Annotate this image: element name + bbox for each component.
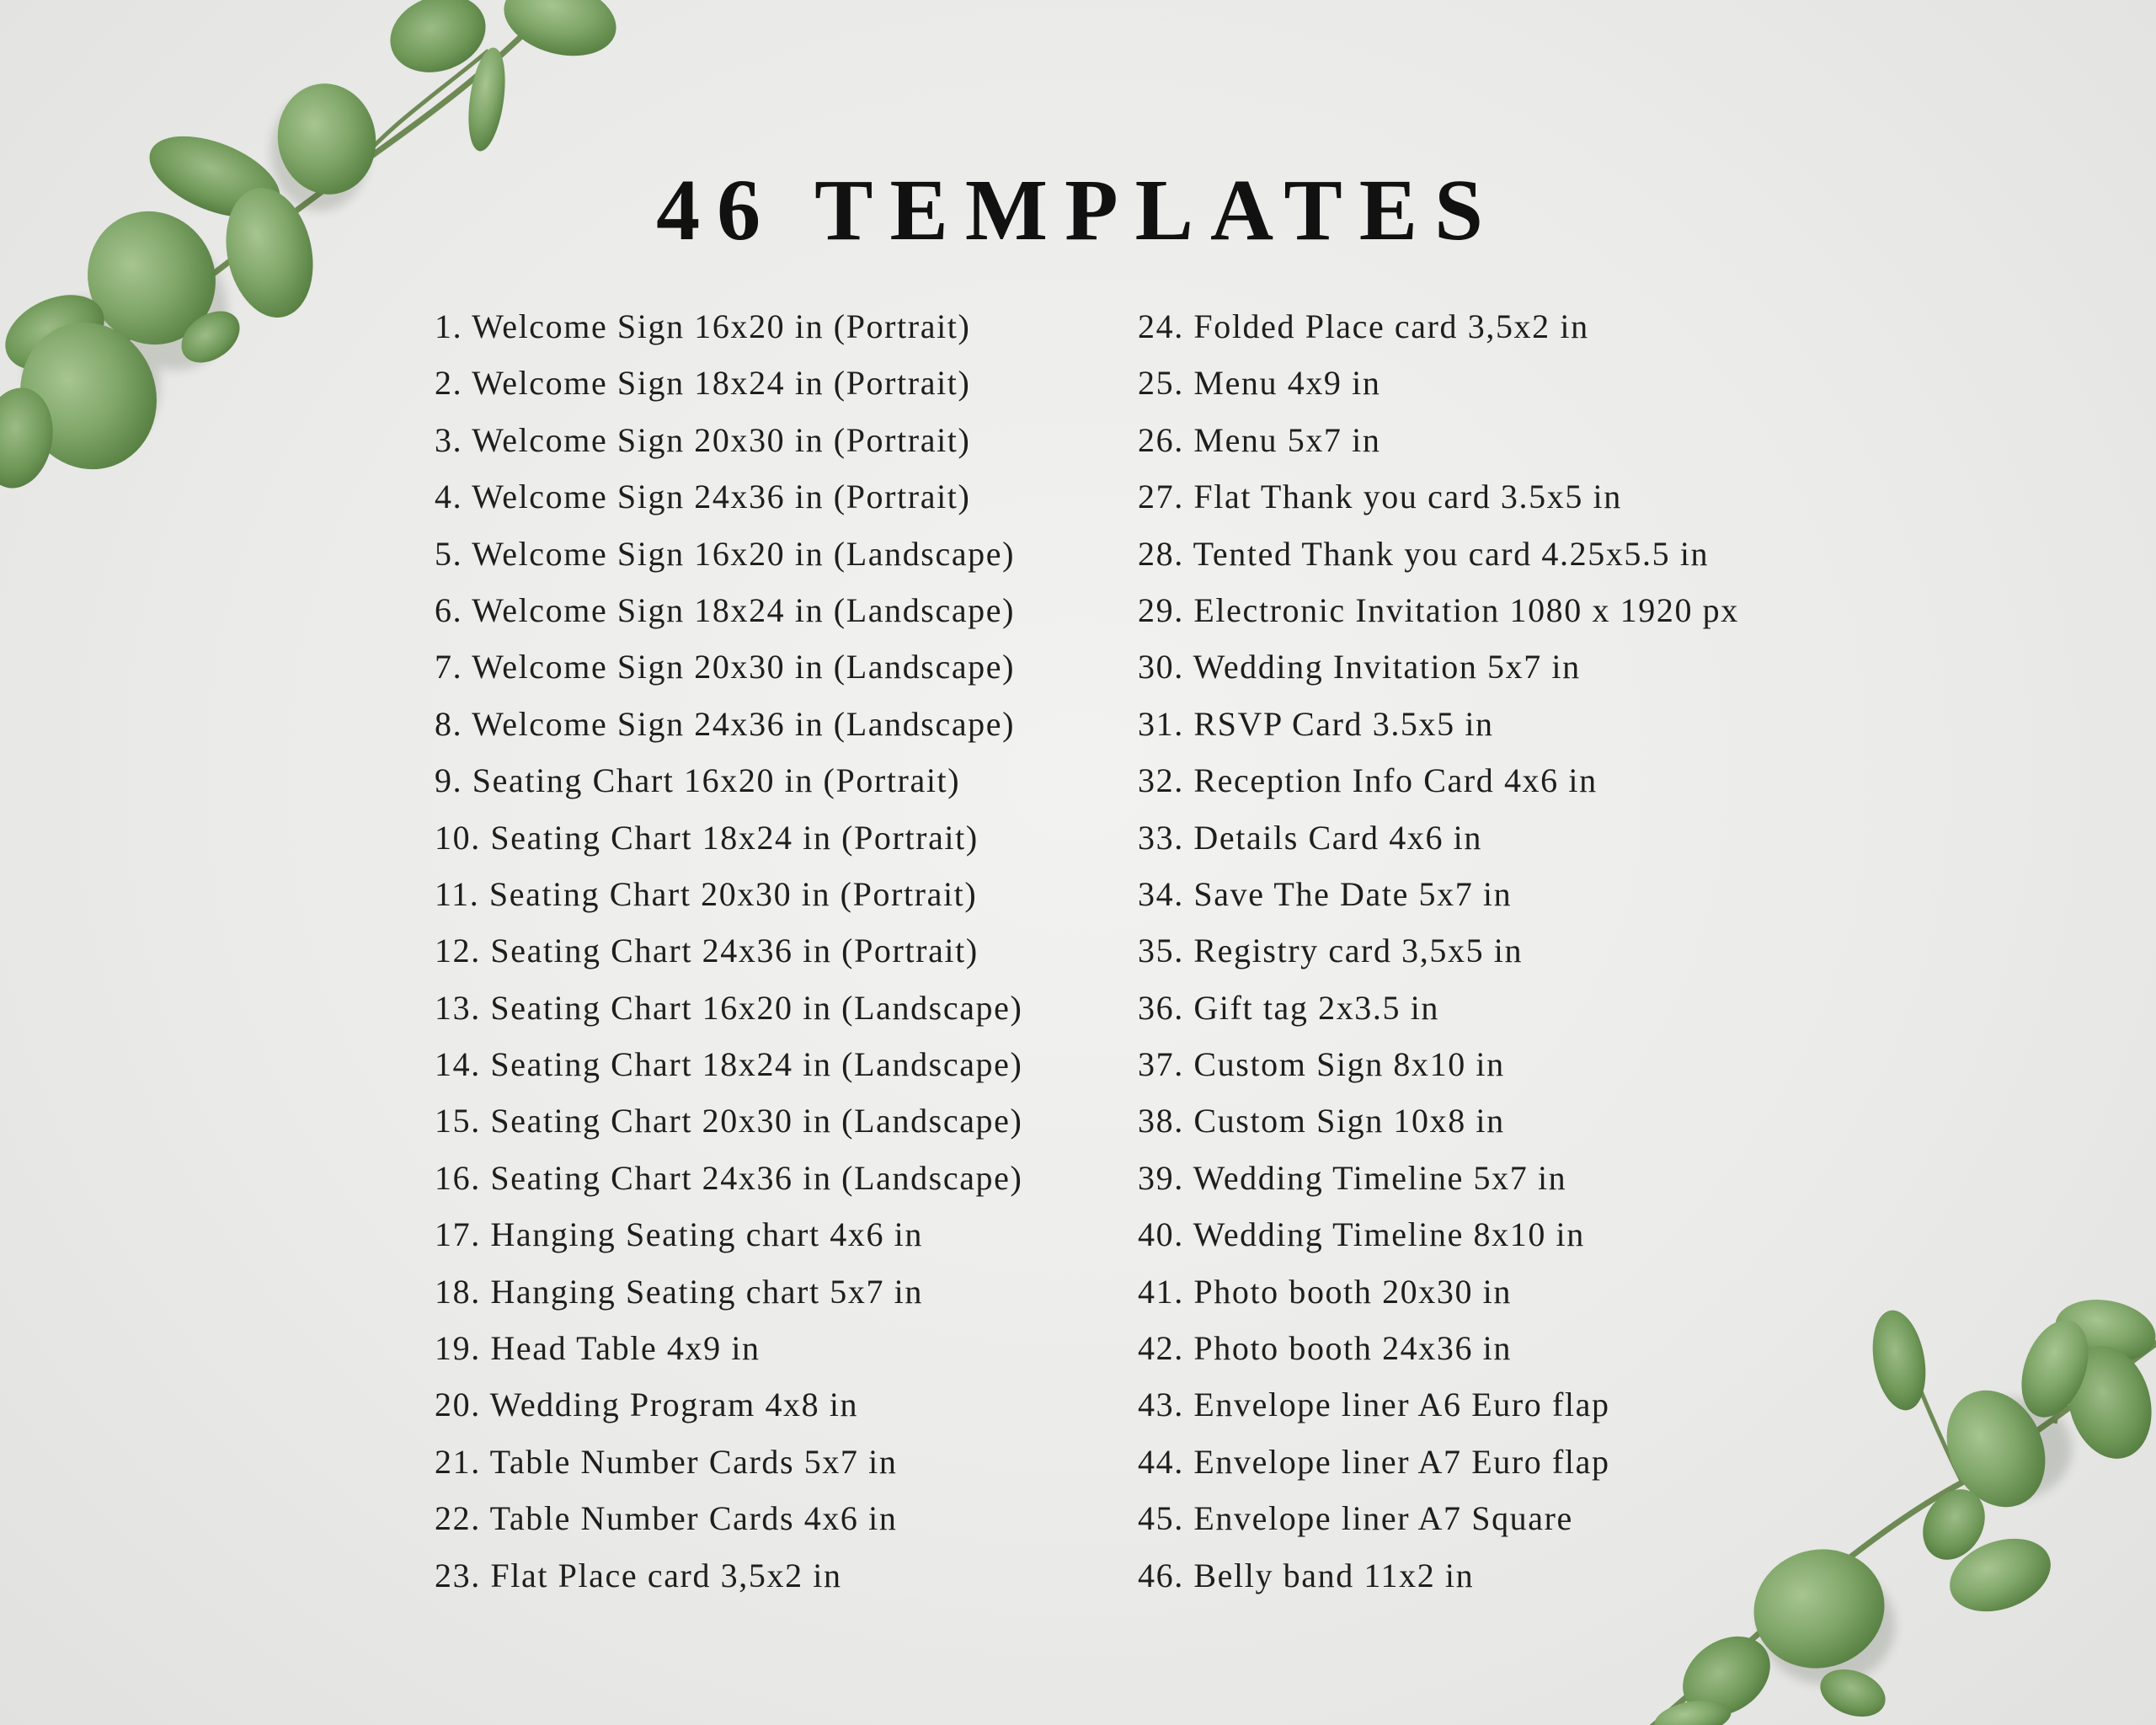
template-list-item: 1. Welcome Sign 16x20 in (Portrait): [435, 307, 971, 345]
template-list-item: 5. Welcome Sign 16x20 in (Landscape): [435, 534, 1016, 573]
template-list-item: 9. Seating Chart 16x20 in (Portrait): [435, 761, 961, 800]
template-list-item: 44. Envelope liner A7 Euro flap: [1138, 1442, 1610, 1481]
template-list-item: 30. Wedding Invitation 5x7 in: [1138, 648, 1581, 686]
templates-list-left: [435, 300, 1108, 1605]
template-list-item: 37. Custom Sign 8x10 in: [1138, 1045, 1505, 1084]
template-list-item: 35. Registry card 3,5x5 in: [1138, 932, 1524, 970]
template-list-item: 33. Details Card 4x6 in: [1138, 818, 1482, 857]
template-list-item: 19. Head Table 4x9 in: [435, 1329, 760, 1368]
template-list-item: 2. Welcome Sign 18x24 in (Portrait): [435, 364, 971, 403]
template-list-item: 32. Reception Info Card 4x6 in: [1138, 761, 1598, 800]
template-list-item: 21. Table Number Cards 5x7 in: [435, 1442, 898, 1481]
template-list-item: 16. Seating Chart 24x36 in (Landscape): [435, 1158, 1023, 1197]
template-list-item: 10. Seating Chart 18x24 in (Portrait): [435, 818, 979, 857]
template-list-item: 28. Tented Thank you card 4.25x5.5 in: [1138, 534, 1710, 573]
template-list-item: 3. Welcome Sign 20x30 in (Portrait): [435, 420, 971, 459]
template-list-item: 25. Menu 4x9 in: [1138, 364, 1381, 403]
template-list-item: 12. Seating Chart 24x36 in (Portrait): [435, 932, 979, 970]
template-list-item: 4. Welcome Sign 24x36 in (Portrait): [435, 478, 971, 516]
template-list-item: 22. Table Number Cards 4x6 in: [435, 1499, 898, 1538]
template-list-item: 7. Welcome Sign 20x30 in (Landscape): [435, 648, 1016, 686]
template-list-item: 14. Seating Chart 18x24 in (Landscape): [435, 1045, 1023, 1084]
template-list-item: 20. Wedding Program 4x8 in: [435, 1386, 859, 1424]
template-list-item: 34. Save The Date 5x7 in: [1138, 874, 1513, 913]
template-list-item: 17. Hanging Seating chart 4x6 in: [435, 1215, 923, 1254]
template-list-item: 15. Seating Chart 20x30 in (Landscape): [435, 1102, 1023, 1140]
templates-list-right: [1138, 300, 1778, 1605]
template-list-item: 29. Electronic Invitation 1080 x 1920 px: [1138, 590, 1739, 629]
template-list-item: 31. RSVP Card 3.5x5 in: [1138, 704, 1494, 743]
template-list-item: 18. Hanging Seating chart 5x7 in: [435, 1272, 923, 1311]
page-title: 46 TEMPLATES: [656, 162, 1500, 259]
template-list-item: 24. Folded Place card 3,5x2 in: [1138, 307, 1589, 345]
template-list-item: 11. Seating Chart 20x30 in (Portrait): [435, 874, 978, 913]
template-list-item: 41. Photo booth 20x30 in: [1138, 1272, 1512, 1311]
template-list-item: 39. Wedding Timeline 5x7 in: [1138, 1158, 1567, 1197]
template-list-item: 36. Gift tag 2x3.5 in: [1138, 988, 1440, 1027]
template-list-item: 40. Wedding Timeline 8x10 in: [1138, 1215, 1585, 1254]
template-list-item: 45. Envelope liner A7 Square: [1138, 1499, 1573, 1538]
template-list-item: 23. Flat Place card 3,5x2 in: [435, 1556, 842, 1594]
template-list-item: 38. Custom Sign 10x8 in: [1138, 1102, 1505, 1140]
template-list-item: 8. Welcome Sign 24x36 in (Landscape): [435, 704, 1016, 743]
template-list-item: 43. Envelope liner A6 Euro flap: [1138, 1386, 1610, 1424]
template-list-item: 13. Seating Chart 16x20 in (Landscape): [435, 988, 1023, 1027]
template-list-item: 46. Belly band 11x2 in: [1138, 1556, 1475, 1594]
template-list-item: 26. Menu 5x7 in: [1138, 420, 1381, 459]
template-list-item: 27. Flat Thank you card 3.5x5 in: [1138, 478, 1622, 516]
template-list-item: 42. Photo booth 24x36 in: [1138, 1329, 1512, 1368]
template-list-item: 6. Welcome Sign 18x24 in (Landscape): [435, 590, 1016, 629]
